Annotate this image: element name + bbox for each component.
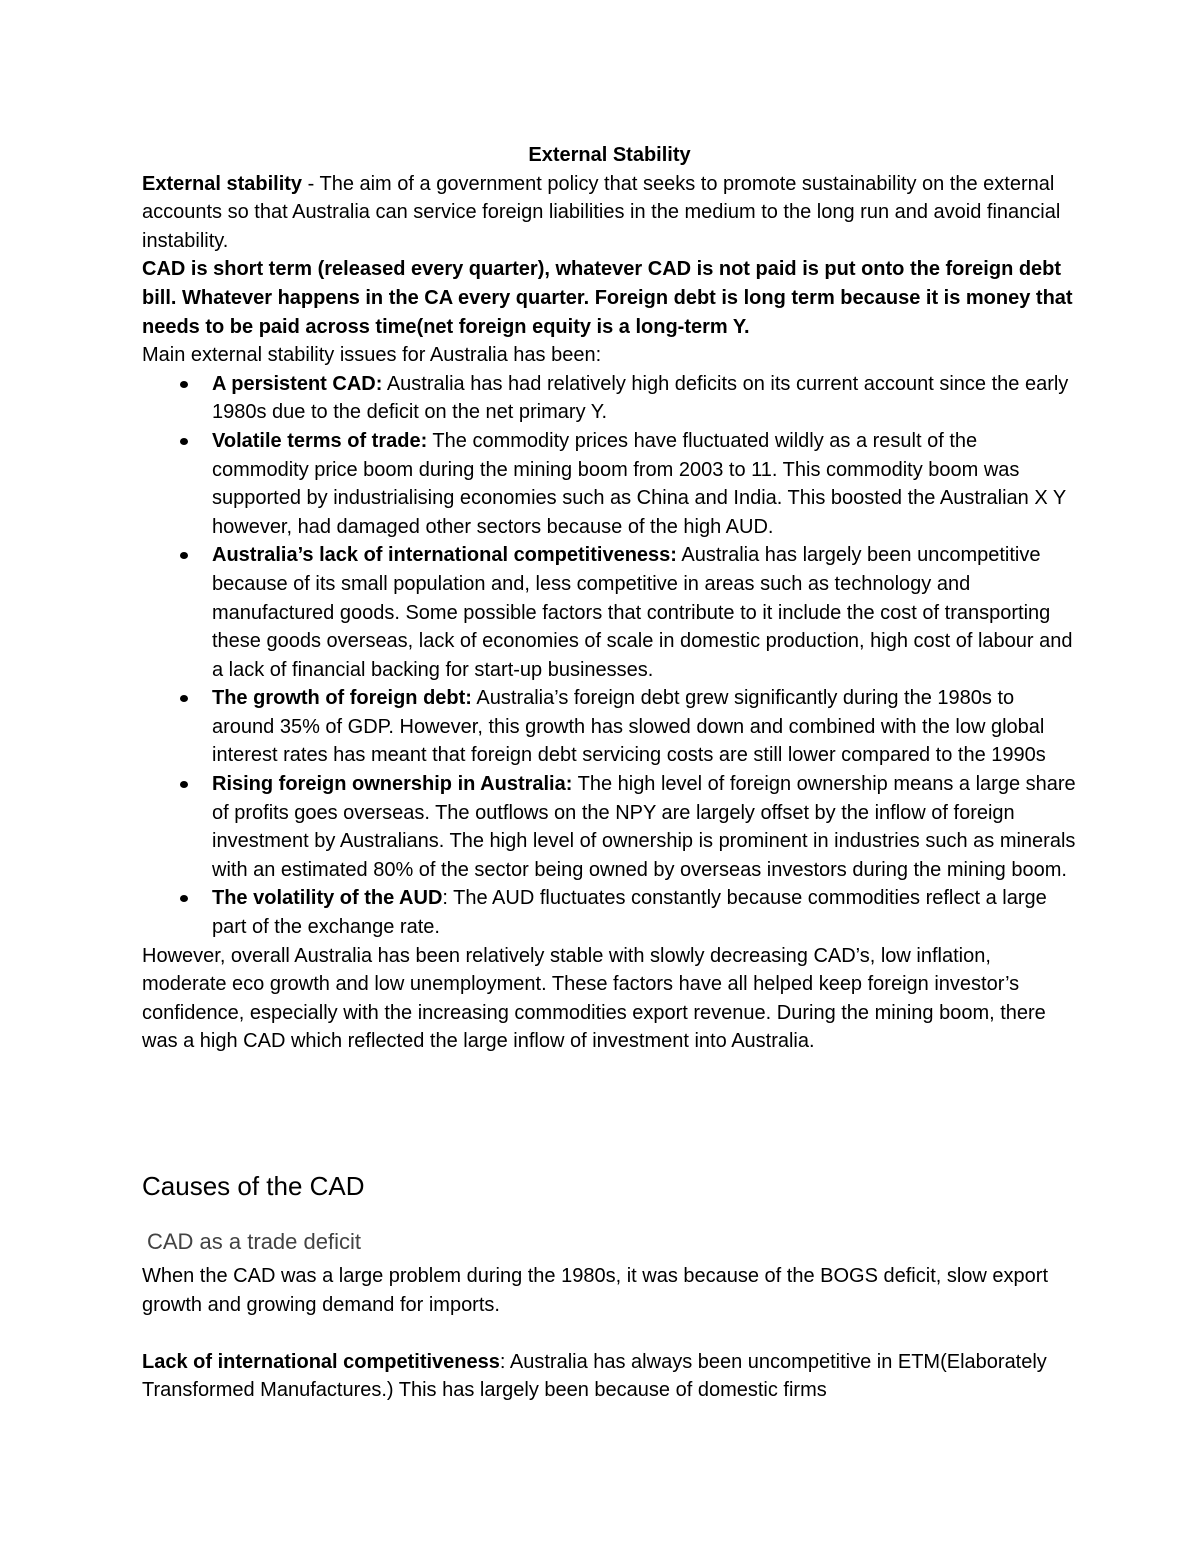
issue-label: The growth of foreign debt: bbox=[212, 687, 472, 710]
bullet-icon bbox=[180, 552, 188, 559]
bullet-icon bbox=[180, 438, 188, 445]
issue-text: : The AUD fluctuates constantly because commodities reflect a large part of the exchange rate. bbox=[212, 887, 1047, 939]
document-body bbox=[142, 141, 1077, 1056]
issues-list bbox=[142, 370, 1077, 942]
paragraph-spacer bbox=[142, 1319, 1077, 1348]
definition-text: - The aim of a government policy that seeks to promote sustainability on the external accounts so that Australia can service foreign liabilities in the medium to the long run and avoid financial instability. bbox=[142, 172, 1061, 252]
section-heading: Causes of the CAD bbox=[142, 1171, 365, 1201]
bullet-icon bbox=[180, 895, 188, 902]
bullet-icon bbox=[180, 695, 188, 702]
conclusion-paragraph: However, overall Australia has been relatively stable with slowly decreasing CAD’s, low inflation, moderate eco growth and low unemployment. These factors have all helped keep foreign investor’s confidence, especially with the increasing commodities export revenue. During the mining boom, there was a high CAD which reflected the large inflow of investment into Australia. bbox=[142, 944, 1046, 1053]
page-title: External Stability bbox=[528, 144, 691, 166]
issue-label: Rising foreign ownership in Australia: bbox=[212, 773, 573, 796]
issue-label: The volatility of the AUD bbox=[212, 887, 443, 910]
list-item bbox=[142, 427, 1077, 541]
issues-intro: Main external stability issues for Australia has been: bbox=[142, 344, 602, 367]
issue-text: Australia has largely been uncompetitive because of its small population and, less competitive in areas such as technology and manufactured goods. Some possible factors that contribute to it include the cost of transporting these goods overseas, lack of economies of scale in domestic production, high cost of labour and a lack of financial backing for start-up businesses. bbox=[212, 544, 1073, 681]
issue-text: The commodity prices have fluctuated wildly as a result of the commodity price boom during the mining boom from 2003 to 11. This commodity boom was supported by industrialising economies such as China and India. This boosted the Australian X Y however, had damaged other sectors because of the high AUD. bbox=[212, 429, 1066, 538]
cad-note: CAD is short term (released every quarter), whatever CAD is not paid is put onto the foreign debt bill. Whatever happens in the CA every quarter. Foreign debt is long term because it is money that needs to be paid across time(net foreign equity is a long-term Y. bbox=[142, 258, 1073, 338]
issue-label: Australia’s lack of international competitiveness: bbox=[212, 544, 677, 567]
issue-label: A persistent CAD: bbox=[212, 372, 383, 395]
competitiveness-label: Lack of international competitiveness bbox=[142, 1350, 500, 1373]
definition-paragraph bbox=[142, 170, 1077, 256]
causes-body bbox=[142, 1262, 1077, 1405]
list-item bbox=[142, 884, 1077, 941]
trade-deficit-paragraph: When the CAD was a large problem during the 1980s, it was because of the BOGS deficit, slow export growth and growing demand for imports. bbox=[142, 1265, 1049, 1316]
competitiveness-text: : Australia has always been uncompetitive in ETM(Elaborately Transformed Manufactures.) This has largely been because of domestic firms bbox=[142, 1350, 1047, 1402]
list-item bbox=[142, 770, 1077, 884]
issue-text: Australia has had relatively high deficits on its current account since the early 1980s due to the deficit on the net primary Y. bbox=[212, 372, 1069, 424]
issue-label: Volatile terms of trade: bbox=[212, 429, 428, 452]
issue-text: Australia’s foreign debt grew significantly during the 1980s to around 35% of GDP. However, this growth has slowed down and combined with the low global interest rates has meant that foreign debt servicing costs are still lower compared to the 1990s bbox=[212, 687, 1046, 767]
list-item bbox=[142, 684, 1077, 770]
definition-term: External stability bbox=[142, 172, 303, 195]
list-item bbox=[142, 370, 1077, 427]
list-item bbox=[142, 541, 1077, 684]
bullet-icon bbox=[180, 781, 188, 788]
subsection-heading: CAD as a trade deficit bbox=[147, 1229, 361, 1254]
competitiveness-paragraph bbox=[142, 1348, 1077, 1405]
issue-text: The high level of foreign ownership means a large share of profits goes overseas. The outflows on the NPY are largely offset by the inflow of foreign investment by Australians. The high level of ownership is prominent in industries such as minerals with an estimated 80% of the sector being owned by overseas investors during the mining boom. bbox=[212, 773, 1076, 881]
bullet-icon bbox=[180, 381, 188, 388]
